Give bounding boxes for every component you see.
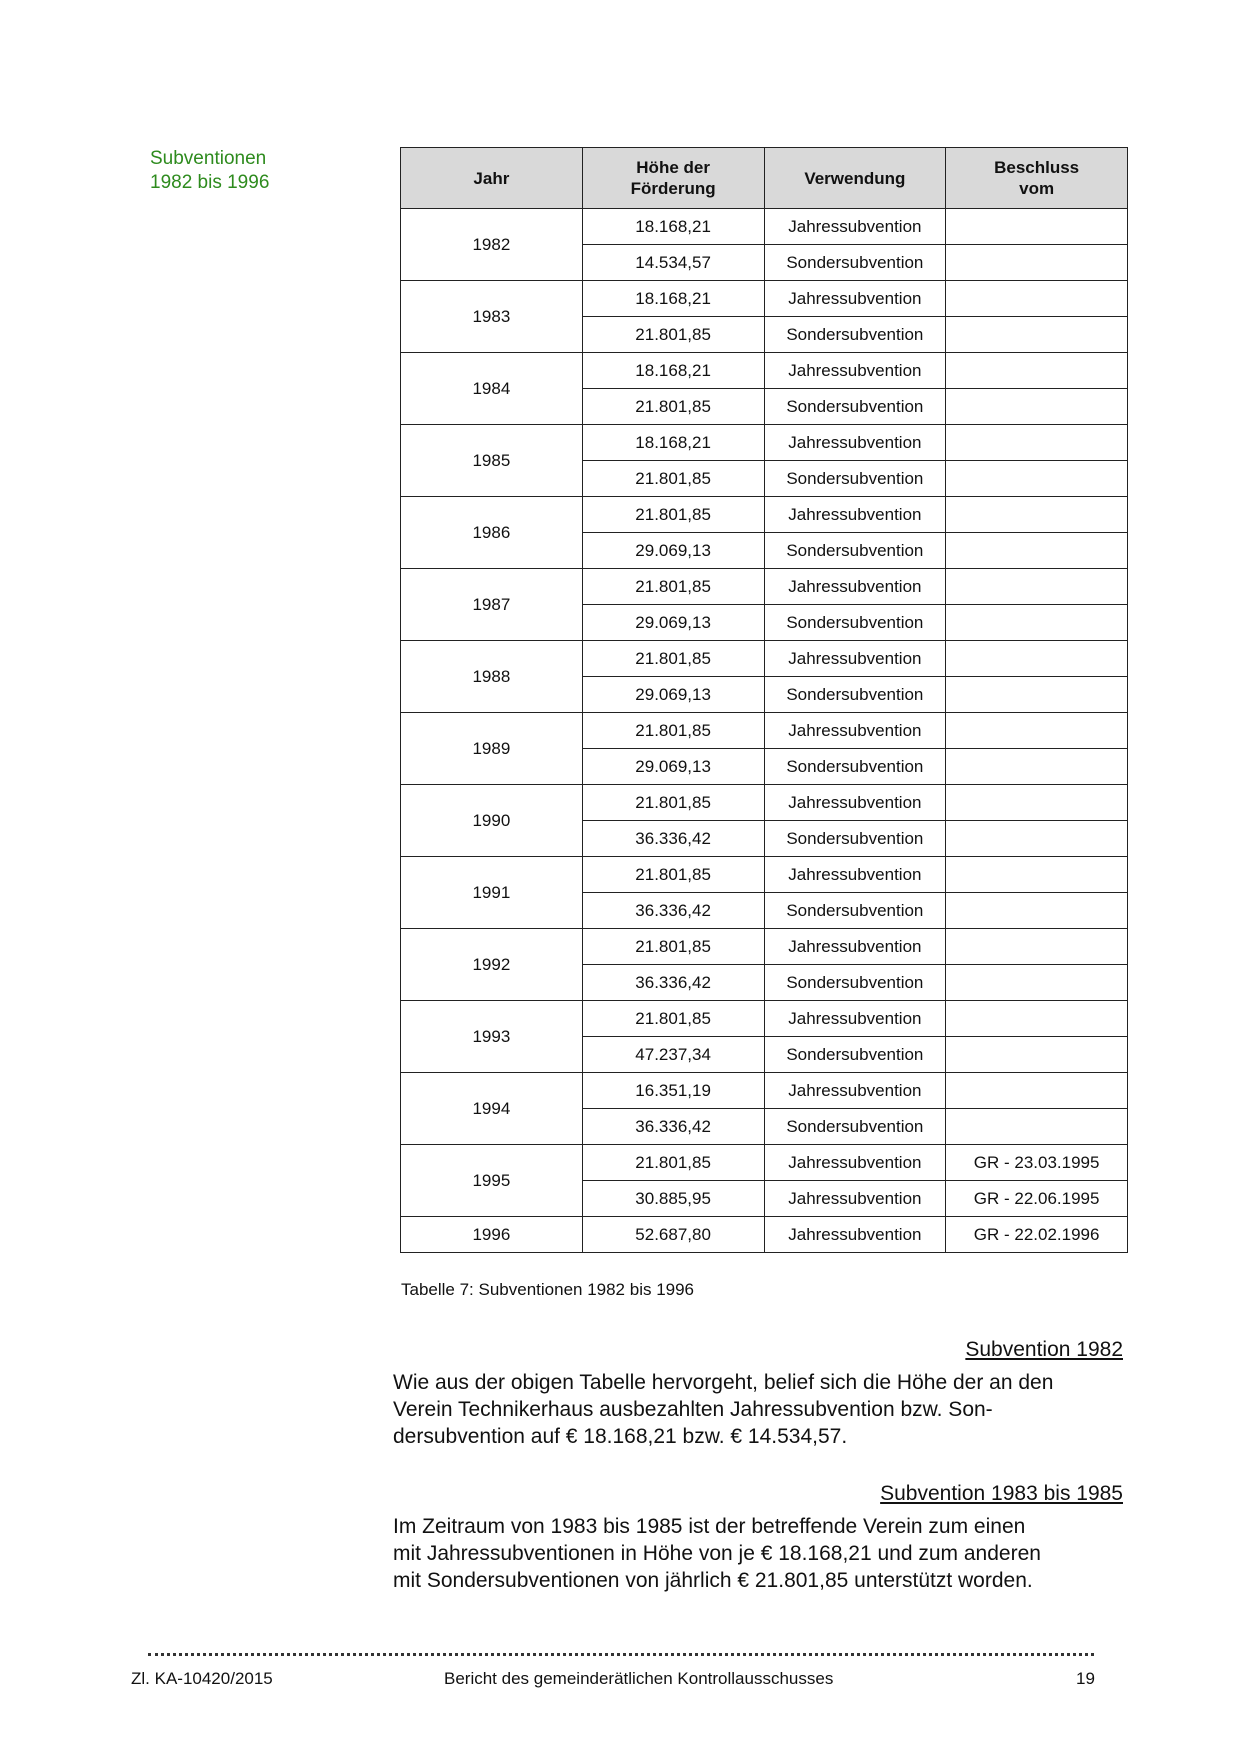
- cell-beschluss: [946, 857, 1128, 893]
- table-row: [401, 569, 1128, 605]
- cell-verwendung: Jahressubvention: [764, 353, 946, 389]
- cell-verwendung: Jahressubvention: [764, 641, 946, 677]
- cell-beschluss: [946, 677, 1128, 713]
- cell-betrag: 16.351,19: [582, 1073, 764, 1109]
- cell-betrag: 21.801,85: [582, 317, 764, 353]
- cell-betrag: 21.801,85: [582, 389, 764, 425]
- cell-verwendung: Jahressubvention: [764, 785, 946, 821]
- cell-verwendung: Sondersubvention: [764, 245, 946, 281]
- cell-betrag: 29.069,13: [582, 749, 764, 785]
- cell-beschluss: [946, 1109, 1128, 1145]
- cell-beschluss: GR - 22.06.1995: [946, 1181, 1128, 1217]
- footer-page-number: 19: [1076, 1669, 1095, 1688]
- paragraph-1982: [393, 1369, 1123, 1450]
- footer-reference: Zl. KA-10420/2015: [131, 1669, 273, 1688]
- table-row: [401, 929, 1128, 965]
- cell-beschluss: [946, 713, 1128, 749]
- cell-verwendung: Sondersubvention: [764, 317, 946, 353]
- paragraph-line: mit Sondersubventionen von jährlich € 21.801,85 unterstützt worden.: [393, 1569, 1033, 1592]
- cell-beschluss: [946, 461, 1128, 497]
- cell-beschluss: [946, 317, 1128, 353]
- table-row: [401, 857, 1128, 893]
- table-row: [401, 1217, 1128, 1253]
- cell-beschluss: [946, 389, 1128, 425]
- cell-verwendung: Sondersubvention: [764, 533, 946, 569]
- paragraph-line: Im Zeitraum von 1983 bis 1985 ist der betreffende Verein zum einen: [393, 1515, 1026, 1538]
- cell-betrag: 21.801,85: [582, 461, 764, 497]
- cell-beschluss: [946, 245, 1128, 281]
- cell-beschluss: [946, 929, 1128, 965]
- cell-jahr: 1994: [401, 1073, 583, 1145]
- cell-beschluss: [946, 893, 1128, 929]
- cell-betrag: 36.336,42: [582, 821, 764, 857]
- cell-beschluss: [946, 965, 1128, 1001]
- table-row: [401, 425, 1128, 461]
- section-heading-1983-1985: Subvention 1983 bis 1985: [880, 1482, 1123, 1505]
- paragraph-line: Wie aus der obigen Tabelle hervorgeht, belief sich die Höhe der an den: [393, 1371, 1054, 1394]
- cell-jahr: 1985: [401, 425, 583, 497]
- cell-beschluss: [946, 749, 1128, 785]
- section-heading-1982: Subvention 1982: [965, 1338, 1123, 1361]
- footer-title: Bericht des gemeinderätlichen Kontrollausschusses: [444, 1669, 834, 1688]
- margin-note-line: 1982 bis 1996: [150, 172, 270, 193]
- header-hoehe: Höhe der Förderung: [582, 148, 764, 209]
- cell-betrag: 52.687,80: [582, 1217, 764, 1253]
- cell-jahr: 1993: [401, 1001, 583, 1073]
- cell-verwendung: Jahressubvention: [764, 209, 946, 245]
- cell-betrag: 21.801,85: [582, 785, 764, 821]
- cell-verwendung: Jahressubvention: [764, 281, 946, 317]
- cell-jahr: 1989: [401, 713, 583, 785]
- cell-beschluss: [946, 569, 1128, 605]
- cell-betrag: 29.069,13: [582, 533, 764, 569]
- cell-jahr: 1986: [401, 497, 583, 569]
- cell-verwendung: Jahressubvention: [764, 569, 946, 605]
- table-row: [401, 785, 1128, 821]
- cell-verwendung: Jahressubvention: [764, 425, 946, 461]
- cell-verwendung: Jahressubvention: [764, 713, 946, 749]
- cell-verwendung: Sondersubvention: [764, 893, 946, 929]
- table-row: [401, 641, 1128, 677]
- table-row: [401, 1001, 1128, 1037]
- cell-betrag: 21.801,85: [582, 641, 764, 677]
- cell-betrag: 47.237,34: [582, 1037, 764, 1073]
- cell-betrag: 18.168,21: [582, 209, 764, 245]
- cell-jahr: 1988: [401, 641, 583, 713]
- cell-beschluss: [946, 209, 1128, 245]
- cell-betrag: 29.069,13: [582, 677, 764, 713]
- cell-beschluss: [946, 1001, 1128, 1037]
- cell-verwendung: Sondersubvention: [764, 605, 946, 641]
- paragraph-1983-1985: [393, 1513, 1123, 1594]
- table-row: [401, 281, 1128, 317]
- margin-note-line: Subventionen: [150, 148, 267, 169]
- cell-betrag: 36.336,42: [582, 1109, 764, 1145]
- table-row: [401, 1145, 1128, 1181]
- cell-beschluss: [946, 497, 1128, 533]
- cell-jahr: 1991: [401, 857, 583, 929]
- cell-verwendung: Jahressubvention: [764, 1181, 946, 1217]
- cell-verwendung: Jahressubvention: [764, 1145, 946, 1181]
- cell-betrag: 18.168,21: [582, 281, 764, 317]
- cell-betrag: 21.801,85: [582, 497, 764, 533]
- paragraph-line: dersubvention auf € 18.168,21 bzw. € 14.534,57.: [393, 1425, 848, 1448]
- cell-betrag: 21.801,85: [582, 569, 764, 605]
- cell-betrag: 36.336,42: [582, 965, 764, 1001]
- cell-beschluss: [946, 425, 1128, 461]
- table-row: [401, 1073, 1128, 1109]
- cell-betrag: 21.801,85: [582, 1145, 764, 1181]
- cell-verwendung: Sondersubvention: [764, 1109, 946, 1145]
- cell-betrag: 18.168,21: [582, 353, 764, 389]
- cell-verwendung: Sondersubvention: [764, 821, 946, 857]
- footer-divider: [148, 1643, 1094, 1656]
- cell-beschluss: [946, 533, 1128, 569]
- cell-verwendung: Sondersubvention: [764, 677, 946, 713]
- cell-beschluss: [946, 1037, 1128, 1073]
- cell-betrag: 21.801,85: [582, 1001, 764, 1037]
- table-caption: Tabelle 7: Subventionen 1982 bis 1996: [401, 1280, 695, 1299]
- cell-beschluss: [946, 785, 1128, 821]
- table-header-row: [401, 148, 1128, 209]
- cell-beschluss: GR - 23.03.1995: [946, 1145, 1128, 1181]
- cell-beschluss: [946, 353, 1128, 389]
- table-row: [401, 713, 1128, 749]
- header-jahr: Jahr: [401, 148, 583, 209]
- cell-betrag: 21.801,85: [582, 713, 764, 749]
- cell-beschluss: [946, 281, 1128, 317]
- cell-verwendung: Jahressubvention: [764, 1073, 946, 1109]
- cell-beschluss: [946, 605, 1128, 641]
- cell-verwendung: Sondersubvention: [764, 1037, 946, 1073]
- cell-jahr: 1984: [401, 353, 583, 425]
- paragraph-line: mit Jahressubventionen in Höhe von je € 18.168,21 und zum anderen: [393, 1542, 1041, 1565]
- cell-jahr: 1983: [401, 281, 583, 353]
- cell-verwendung: Jahressubvention: [764, 1217, 946, 1253]
- cell-jahr: 1996: [401, 1217, 583, 1253]
- cell-jahr: 1982: [401, 209, 583, 281]
- cell-betrag: 30.885,95: [582, 1181, 764, 1217]
- cell-jahr: 1990: [401, 785, 583, 857]
- cell-verwendung: Jahressubvention: [764, 929, 946, 965]
- cell-beschluss: [946, 821, 1128, 857]
- cell-verwendung: Sondersubvention: [764, 749, 946, 785]
- cell-verwendung: Jahressubvention: [764, 857, 946, 893]
- cell-betrag: 21.801,85: [582, 857, 764, 893]
- cell-verwendung: Jahressubvention: [764, 497, 946, 533]
- cell-betrag: 18.168,21: [582, 425, 764, 461]
- cell-jahr: 1987: [401, 569, 583, 641]
- cell-verwendung: Jahressubvention: [764, 1001, 946, 1037]
- table-row: [401, 353, 1128, 389]
- cell-jahr: 1992: [401, 929, 583, 1001]
- table-row: [401, 209, 1128, 245]
- table-row: [401, 497, 1128, 533]
- margin-note: [150, 147, 269, 195]
- cell-jahr: 1995: [401, 1145, 583, 1217]
- cell-betrag: 36.336,42: [582, 893, 764, 929]
- cell-verwendung: Sondersubvention: [764, 461, 946, 497]
- cell-verwendung: Sondersubvention: [764, 389, 946, 425]
- cell-betrag: 14.534,57: [582, 245, 764, 281]
- cell-verwendung: Sondersubvention: [764, 965, 946, 1001]
- cell-beschluss: [946, 1073, 1128, 1109]
- subventions-table: [400, 147, 1128, 1253]
- cell-beschluss: [946, 641, 1128, 677]
- cell-betrag: 21.801,85: [582, 929, 764, 965]
- cell-betrag: 29.069,13: [582, 605, 764, 641]
- cell-beschluss: GR - 22.02.1996: [946, 1217, 1128, 1253]
- paragraph-line: Verein Technikerhaus ausbezahlten Jahressubvention bzw. Son-: [393, 1398, 993, 1421]
- header-verwendung: Verwendung: [764, 148, 946, 209]
- header-beschluss: Beschluss vom: [946, 148, 1128, 209]
